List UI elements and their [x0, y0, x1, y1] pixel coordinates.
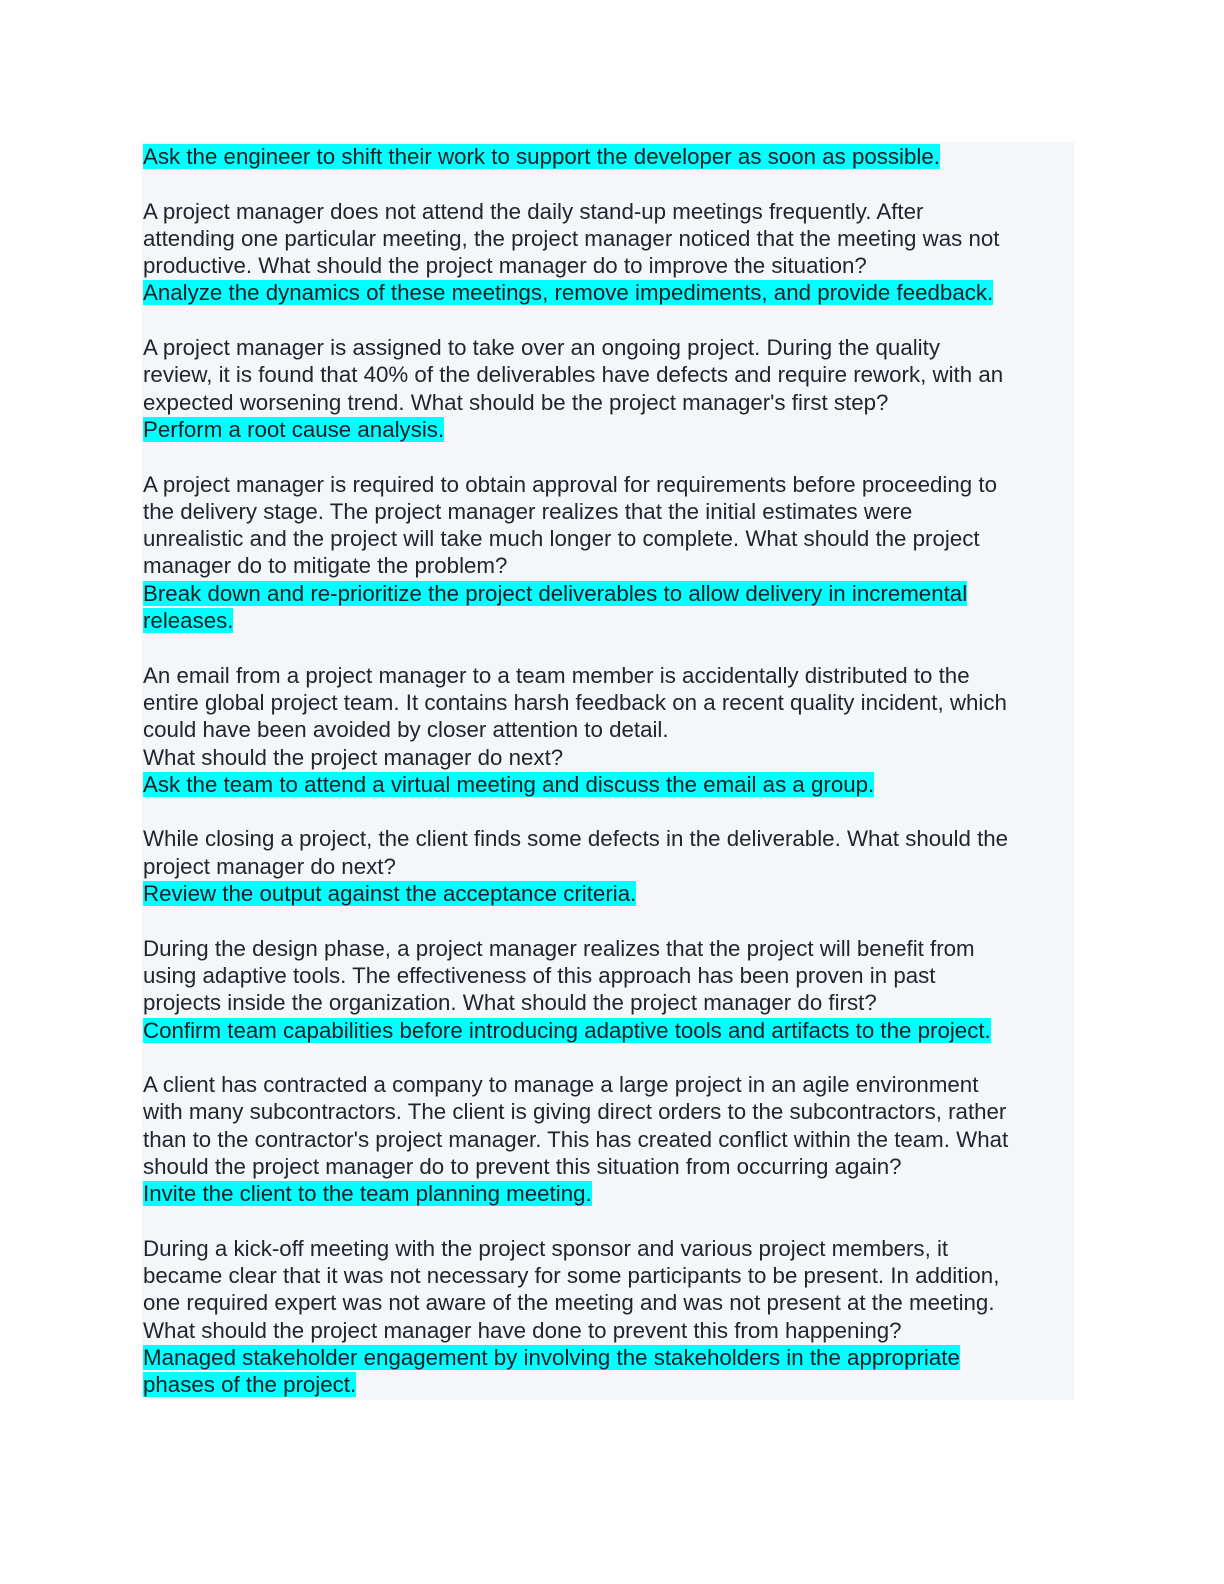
- question-text-line: review, it is found that 40% of the deliverables have defects and require rework, with an: [143, 362, 1004, 388]
- question-text-line: the delivery stage. The project manager realizes that the initial estimates were: [143, 498, 913, 524]
- question-answer-item: [143, 198, 1073, 307]
- question-answer-item: [143, 143, 1073, 170]
- question-text-line: A project manager does not attend the daily stand-up meetings frequently. After: [143, 198, 924, 224]
- answer-line: [143, 1344, 1073, 1371]
- question-text-line: entire global project team. It contains harsh feedback on a recent quality incident, which: [143, 689, 1007, 715]
- highlighted-answer: [143, 580, 1073, 635]
- answer-highlight-text: Invite the client to the team planning meeting.: [143, 1181, 592, 1207]
- question-answer-item: [143, 1071, 1073, 1207]
- answer-highlight-text: Break down and re-prioritize the project deliverables to allow delivery in incremental: [143, 580, 968, 606]
- answer-highlight-text: releases.: [143, 608, 234, 634]
- highlighted-answer: [143, 416, 1073, 443]
- question-answer-item: [143, 935, 1073, 1044]
- highlighted-answer: [143, 880, 1073, 907]
- answer-highlight-text: phases of the project.: [143, 1372, 357, 1398]
- answer-highlight-text: Perform a root cause analysis.: [143, 416, 445, 442]
- highlighted-answer: [143, 771, 1073, 798]
- question-text-line: An email from a project manager to a team member is accidentally distributed to the: [143, 662, 970, 688]
- answer-line: [143, 880, 1073, 907]
- question-text-line: A client has contracted a company to manage a large project in an agile environment: [143, 1072, 979, 1098]
- answer-line: [143, 143, 1073, 170]
- highlighted-answer: [143, 279, 1073, 306]
- answer-highlight-text: Confirm team capabilities before introducing adaptive tools and artifacts to the project.: [143, 1017, 991, 1043]
- question-text-line: should the project manager do to prevent this situation from occurring again?: [143, 1153, 902, 1179]
- question-answer-item: [143, 662, 1073, 798]
- answer-line: [143, 279, 1073, 306]
- question-text-line: While closing a project, the client finds some defects in the deliverable. What should the: [143, 826, 1009, 852]
- answer-line: [143, 580, 1073, 607]
- answer-line: [143, 416, 1073, 443]
- question-text-line: attending one particular meeting, the project manager noticed that the meeting was not: [143, 225, 1000, 251]
- question-text-line: A project manager is required to obtain approval for requirements before proceeding to: [143, 471, 997, 497]
- question-text-line: During the design phase, a project manager realizes that the project will benefit from: [143, 935, 975, 961]
- highlighted-answer: [143, 1344, 1073, 1399]
- question-text-line: unrealistic and the project will take much longer to complete. What should the project: [143, 526, 980, 552]
- document-body: [143, 143, 1073, 1426]
- question-text-line: What should the project manager do next?: [143, 744, 564, 770]
- question-text-line: projects inside the organization. What should the project manager do first?: [143, 990, 877, 1016]
- answer-line: [143, 1371, 1073, 1398]
- question-text-line: than to the contractor's project manager. This has created conflict within the team. What: [143, 1126, 1009, 1152]
- answer-line: [143, 607, 1073, 634]
- question-text-line: one required expert was not aware of the meeting and was not present at the meeting.: [143, 1290, 995, 1316]
- question-text-line: manager do to mitigate the problem?: [143, 553, 508, 579]
- answer-highlight-text: Managed stakeholder engagement by involving the stakeholders in the appropriate: [143, 1345, 960, 1371]
- question-text-line: productive. What should the project manager do to improve the situation?: [143, 253, 867, 279]
- answer-highlight-text: Ask the team to attend a virtual meeting and discuss the email as a group.: [143, 771, 875, 797]
- question-text-line: project manager do next?: [143, 853, 396, 879]
- question-text-line: with many subcontractors. The client is giving direct orders to the subcontractors, rather: [143, 1099, 1007, 1125]
- answer-line: [143, 1017, 1073, 1044]
- answer-line: [143, 1180, 1073, 1207]
- question-text-line: During a kick-off meeting with the project sponsor and various project members, it: [143, 1235, 949, 1261]
- question-text-line: expected worsening trend. What should be the project manager's first step?: [143, 389, 889, 415]
- question-answer-item: [143, 471, 1073, 635]
- question-text-line: What should the project manager have done to prevent this from happening?: [143, 1317, 902, 1343]
- answer-highlight-text: Ask the engineer to shift their work to support the developer as soon as possible.: [143, 144, 940, 169]
- highlighted-answer: [143, 1017, 1073, 1044]
- highlighted-answer: [143, 1180, 1073, 1207]
- question-answer-item: [143, 825, 1073, 907]
- question-answer-item: [143, 334, 1073, 443]
- highlighted-answer: [143, 143, 1073, 170]
- answer-highlight-text: Analyze the dynamics of these meetings, remove impediments, and provide feedback.: [143, 280, 994, 306]
- question-text-line: A project manager is assigned to take over an ongoing project. During the quality: [143, 335, 940, 361]
- question-text-line: could have been avoided by closer attention to detail.: [143, 717, 669, 743]
- question-answer-item: [143, 1235, 1073, 1399]
- question-text-line: became clear that it was not necessary for some participants to be present. In addition,: [143, 1263, 1000, 1289]
- answer-line: [143, 771, 1073, 798]
- answer-highlight-text: Review the output against the acceptance criteria.: [143, 881, 637, 907]
- question-text-line: using adaptive tools. The effectiveness of this approach has been proven in past: [143, 962, 936, 988]
